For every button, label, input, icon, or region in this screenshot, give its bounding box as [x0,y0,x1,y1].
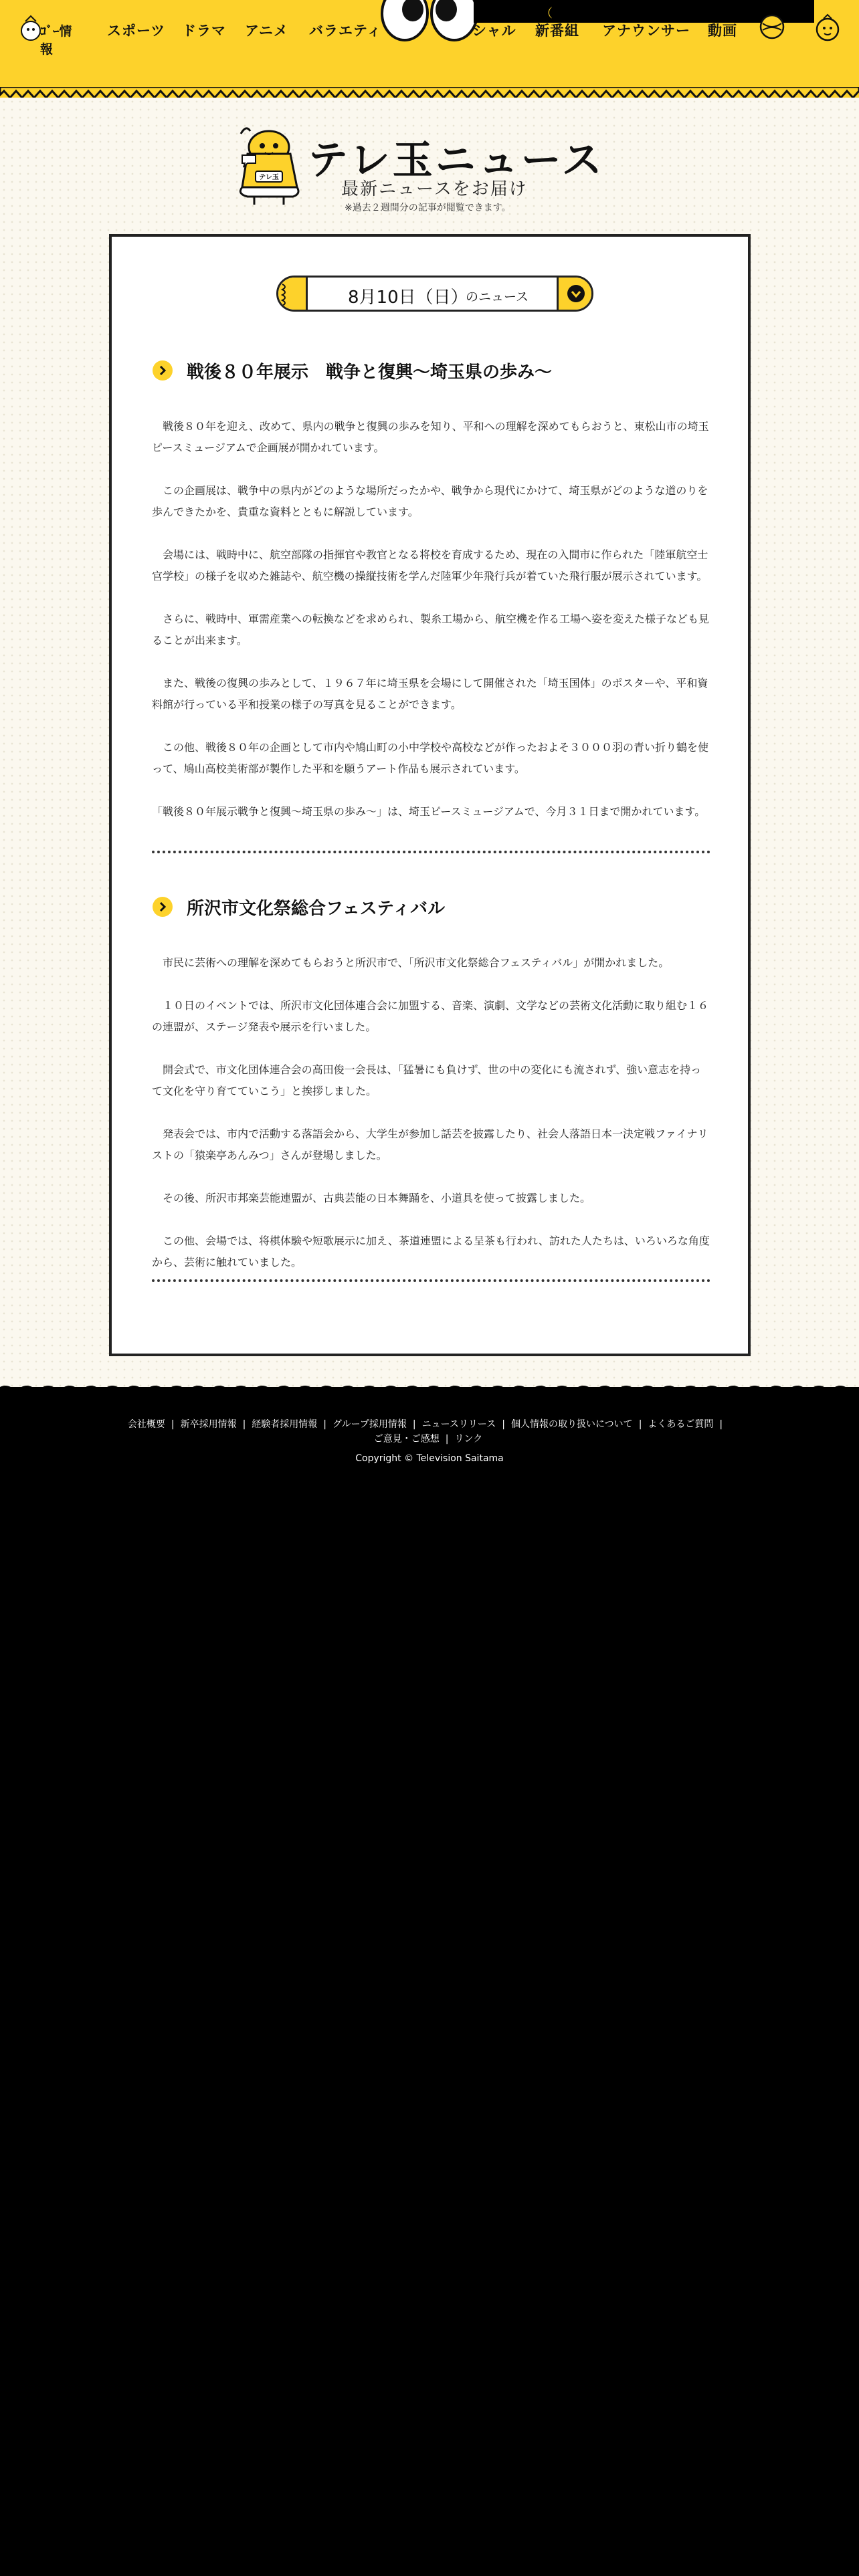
article-divider [152,851,710,853]
article-heading [152,893,710,920]
article-paragraph: また、戦後の復興の歩みとして、１９６７年に埼玉県を会場にして開催された「埼玉国体」のポスターや、平和資料館が行っている平和授業の様子の写真を見ることができます。 [152,677,708,711]
date-dropdown-toggle[interactable] [557,278,591,310]
footer-wave [0,1384,859,1394]
chevron-right-icon [152,896,173,918]
footer-link-links[interactable]: リンク [454,1434,483,1444]
page-title: テレ玉ニュース [308,137,605,184]
news-article [152,357,710,844]
footer-link-feedback[interactable]: ご意見・ご感想 [373,1434,440,1444]
article-divider [152,1279,710,1282]
selected-date: 8月10日（日） [348,288,468,308]
footer-link-new-grad[interactable]: 新卒採用情報 [180,1419,237,1430]
nav-drama[interactable]: ドラマ [182,23,226,39]
nav-announcer[interactable]: アナウンサー [602,23,690,39]
site-footer [0,1387,859,2576]
footer-link-group[interactable]: グループ採用情報 [332,1419,407,1430]
article-paragraph: 開会式で、市文化団体連合会の高田俊一会長は、「猛暑にも負けず、世の中の変化にも流されず、強い意志を持って文化を守り育てていこう」と挨拶しました。 [152,1063,702,1097]
article-paragraph: 市民に芸術への理解を深めてもらおうと所沢市で、「所沢市文化祭総合フェスティバル」が開かれました。 [152,956,670,969]
article-title: 戦後８０年展示 戦争と復興～埼玉県の歩み～ [187,362,553,383]
chevron-right-icon [152,360,173,381]
eyes-mascot-icon [379,0,480,43]
speech-bubble-icon [241,154,257,169]
copyright: Copyright © Television Saitama [355,1453,504,1464]
footer-link-experienced[interactable]: 経験者採用情報 [252,1419,318,1430]
article-paragraph: １０日のイベントでは、所沢市文化団体連合会に加盟する、音楽、演劇、文学などの芸術文化活動に取り組む１６の連盟が、ステージ発表や展示を行いました。 [152,999,709,1033]
nav-special[interactable]: シャル [472,23,516,39]
article-title: 所沢市文化祭総合フェスティバル [187,899,446,919]
footer-links: 会社概要 | 新卒採用情報 | 経験者採用情報 | グループ採用情報 | ニュースリリース | 個人情報の取り扱いについて | よくあるご質問 | ご意見・ご感想 | リンク [127,1419,723,1444]
banner-paren: （ [541,7,553,21]
date-selector[interactable] [276,276,593,312]
article-paragraph: 「戦後８０年展示戦争と復興～埼玉県の歩み～」は、埼玉ピースミュージアムで、今月３１日まで開かれています。 [152,805,706,818]
article-body [152,952,710,1273]
article-paragraph: この企画展は、戦争中の県内がどのような場所だったかや、戦争から現代にかけて、埼玉県がどのような道のりを歩んできたかを、貴重な資料とともに解説しています。 [152,484,708,518]
article-heading [152,357,710,384]
logo-text: ｺﾞｰ情報 [40,24,72,57]
nav-anime[interactable]: アニメ [245,23,288,39]
footer-link-news-release[interactable]: ニュースリリース [421,1419,496,1430]
mascot-face-icon[interactable] [813,13,842,43]
tamatan-mascot-icon [227,120,301,207]
page-note: ※過去２週間分の記事が閲覧できます。 [345,203,511,213]
article-body [152,416,710,823]
wavy-cap-icon [278,278,308,310]
date-suffix: のニュース [466,290,529,304]
footer-link-faq[interactable]: よくあるご質問 [648,1419,714,1430]
nav-sports[interactable]: スポーツ [107,23,166,39]
article-paragraph: この他、戦後８０年の企画として市内や鳩山町の小中学校や高校などが作ったおよそ３０００羽の青い折り鶴を使って、鳩山高校美術部が製作した平和を願うアート作品も展示されています。 [152,741,709,775]
page-header [227,120,629,221]
news-article [152,893,710,1295]
article-paragraph: 戦後８０年を迎え、改めて、県内の戦争と復興の歩みを知り、平和への理解を深めてもらおうと、東松山市の埼玉ピースミュージアムで企画展が開かれています。 [152,420,709,454]
article-paragraph: この他、会場では、将棋体験や短歌展示に加え、茶道連盟による呈茶も行われ、訪れた人たちは、いろいろな角度から、芸術に触れていました。 [152,1235,710,1269]
ball-icon[interactable] [759,13,785,40]
pill-left-cap [278,278,308,310]
news-card [109,234,751,1356]
article-paragraph: 会場には、戦時中に、航空部隊の指揮官や教官となる将校を育成するため、現在の入間市に作られた「陸軍航空士官学校」の様子を収めた雑誌や、航空機の操縦技術を学んだ陸軍少年飛行兵が着ていた飛行服が展示されています。 [152,548,708,582]
nav-video[interactable]: 動画 [708,23,737,39]
site-logo[interactable] [20,12,84,57]
page-subtitle: 最新ニュースをお届け [341,179,528,199]
article-paragraph: さらに、戦時中、軍需産業への転換などを求められ、製糸工場から、航空機を作る工場へ姿を変えた様子なども見ることが出来ます。 [152,613,709,647]
footer-link-privacy[interactable]: 個人情報の取り扱いについて [510,1419,633,1430]
nav-variety[interactable]: バラエティ [309,23,382,39]
footer-link-company[interactable]: 会社概要 [127,1419,165,1430]
chevron-down-icon [559,278,593,310]
mascot-badge: テレ玉 [259,174,279,181]
article-paragraph: その後、所沢市邦楽芸能連盟が、古典芸能の日本舞踊を、小道具を使って披露しました。 [152,1192,591,1204]
nav-new-programs[interactable]: 新番組 [535,23,579,39]
article-paragraph: 発表会では、市内で活動する落語会から、大学生が参加し話芸を披露したり、社会人落語日本一決定戦ファイナリストの「猿楽亭あんみつ」さんが登場しました。 [152,1128,708,1162]
